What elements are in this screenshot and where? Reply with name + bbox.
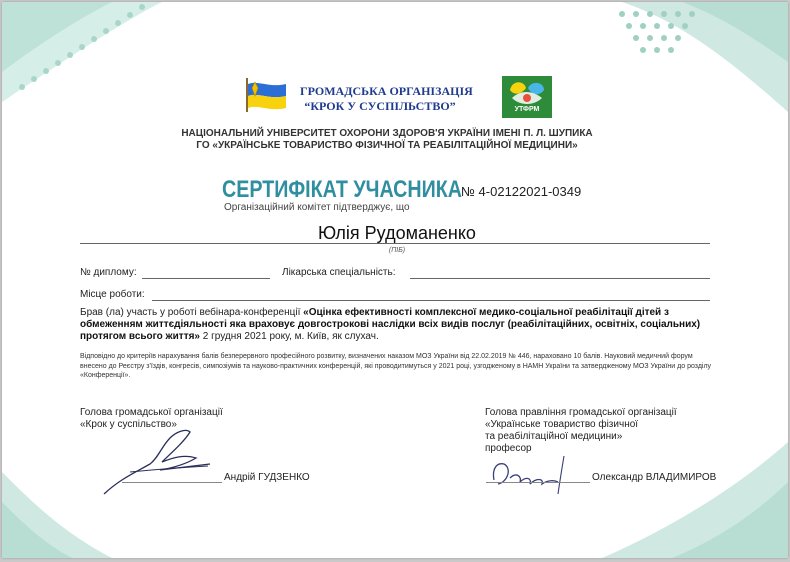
left-signature-line bbox=[122, 482, 222, 483]
participation-outro: 2 грудня 2021 року, м. Київ, як слухач. bbox=[200, 331, 379, 342]
left-signatory-title-line1: Голова громадської організації bbox=[80, 407, 223, 418]
conference-title: «Оцінка ефективності комплексної медико-соціальної реабілітації дітей з обмеженням життєдіяльності яка враховує довгострокові наслідки всіх видів послуг (реабілітаційних, освітніх, соціальних) протягом всього життя» bbox=[80, 307, 701, 342]
committee-statement: Організаційний комітет підтверджує, що bbox=[224, 202, 410, 213]
certificate-title: СЕРТИФІКАТ УЧАСНИКА bbox=[222, 176, 462, 203]
university-line2: ГО «УКРАЇНСЬКЕ ТОВАРИСТВО ФІЗИЧНОЇ ТА РЕАБІЛІТАЦІЙНОЇ МЕДИЦИНИ» bbox=[196, 140, 578, 151]
participation-statement bbox=[80, 307, 712, 343]
partner-logo-text: УТФРМ bbox=[514, 106, 540, 113]
top-right-decoration bbox=[562, 2, 788, 112]
right-signatory-title-line4: професор bbox=[485, 443, 532, 454]
participant-name-caption: (ПІБ) bbox=[388, 247, 406, 254]
diploma-label: № диплому: bbox=[80, 267, 137, 278]
certificate-number: № 4-02122021-0349 bbox=[461, 184, 582, 199]
workplace-line bbox=[152, 300, 710, 301]
right-signature-line bbox=[486, 482, 590, 483]
right-signature bbox=[486, 450, 596, 500]
university-line1: НАЦІОНАЛЬНИЙ УНІВЕРСИТЕТ ОХОРОНИ ЗДОРОВ'Я УКРАЇНИ ІМЕНІ П. Л. ШУПИКА bbox=[181, 128, 593, 139]
left-signature bbox=[100, 424, 220, 500]
right-signatory-title-line2: «Українське товариство фізичної bbox=[485, 419, 639, 430]
participation-intro: Брав (ла) участь у роботі вебінара-конференції bbox=[80, 307, 304, 318]
right-signatory-title-line1: Голова правління громадської організації bbox=[485, 407, 677, 418]
certificate-page bbox=[2, 2, 788, 558]
top-left-decoration bbox=[2, 2, 222, 112]
right-signatory-name: Олександр ВЛАДИМИРОВ bbox=[592, 472, 717, 483]
right-signatory-title-line3: та реабілітаційної медицини» bbox=[485, 431, 623, 442]
left-signatory-title-line2: «Крок у суспільство» bbox=[80, 419, 177, 430]
participant-name: Юлія Рудоманенко bbox=[318, 223, 476, 243]
organization-name bbox=[300, 84, 473, 114]
participant-name-line bbox=[80, 243, 710, 244]
right-signatory-title bbox=[485, 407, 715, 455]
ukraine-flag-emblem-icon bbox=[242, 76, 290, 114]
organization-name-line1: ГРОМАДСЬКА ОРГАНІЗАЦІЯ bbox=[300, 84, 473, 98]
workplace-label: Місце роботи: bbox=[80, 289, 145, 300]
diploma-line bbox=[142, 278, 270, 279]
specialty-label: Лікарська спеціальність: bbox=[282, 267, 396, 278]
university-header bbox=[92, 128, 682, 152]
specialty-line bbox=[410, 278, 710, 279]
organization-name-line2: “КРОК У СУСПІЛЬСТВО” bbox=[304, 99, 456, 113]
cpd-notice: Відповідно до критеріїв нарахування балів безперервного професійного розвитку, визначених наказом МОЗ України від 22.02.2019 № 446, нараховано 10 балів. Науковий медичний форум внесено до Реєстру з'їздів, конгресів, симпозіумів та науково-практичних конференцій, які проводитимуться у 2021 році, узгодженому в НАМН України та затвердженому МОЗ України до розділу «Конференції». bbox=[80, 353, 712, 379]
left-signatory-name: Андрій ГУДЗЕНКО bbox=[224, 472, 310, 483]
